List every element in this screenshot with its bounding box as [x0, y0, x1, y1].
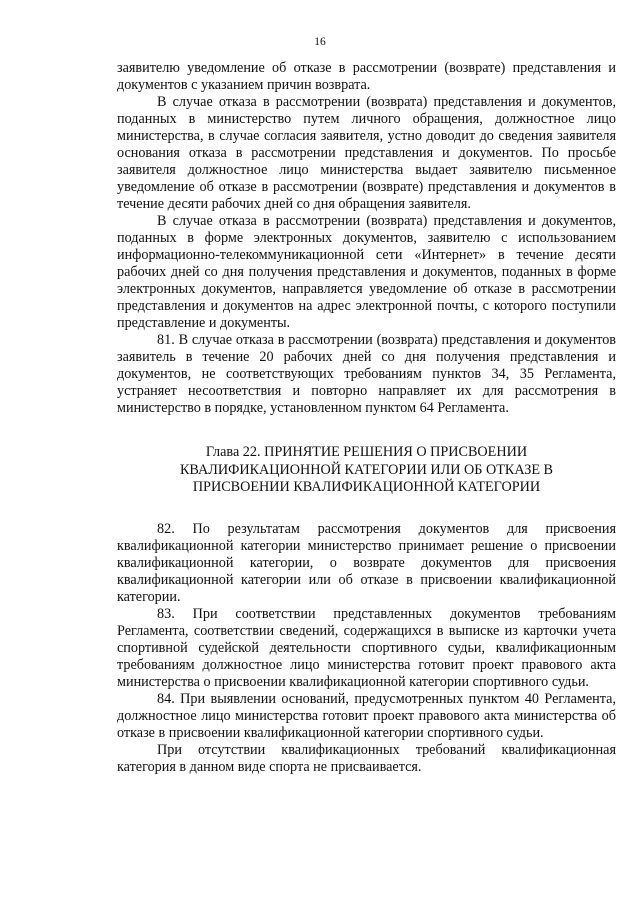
chapter-heading-line-2: КВАЛИФИКАЦИОННОЙ КАТЕГОРИИ ИЛИ ОБ ОТКАЗЕ В: [179, 461, 554, 478]
chapter-heading-line-3: ПРИСВОЕНИИ КВАЛИФИКАЦИОННОЙ КАТЕГОРИИ: [192, 479, 541, 495]
paragraph-no-requirements: При отсутствии квалификационных требований квалификационная категория в данном виде спорта не присваивается.: [117, 741, 616, 775]
chapter-heading: [117, 444, 616, 497]
document-body: [117, 60, 616, 776]
paragraph-81: 81. В случае отказа в рассмотрении (возврата) представления и документов заявитель в течение 20 рабочих дней со дня получения представления и документов, не соответствующих требованиям пунктов 34, 35 Регламента, устраняет несоответствия и повторно направляет их для рассмотрения в министерство в порядке, установленном пунктом 64 Регламента.: [117, 332, 616, 416]
page-number: 16: [314, 36, 326, 48]
paragraph-continuation: заявителю уведомление об отказе в рассмотрении (возврате) представления и документов с указанием причин возврата.: [117, 60, 616, 93]
paragraph-83: 83. При соответствии представленных документов требованиям Регламента, соответствии сведений, содержащихся в выписке из карточки учета спортивной судейской деятельности спортивного судьи, квалификационным требованиям должностное лицо министерства готовит проект правового акта министерства о присвоении квалификационной категории спортивного судьи.: [117, 605, 616, 690]
paragraph-electronic-refusal: В случае отказа в рассмотрении (возврата) представления и документов, поданных в форме электронных документов, заявителю с использованием информационно-телекоммуникационной сети «Интернет» в течение десяти рабочих дней со дня получения представления и документов, поданных в форме электронных документов, направляется уведомление об отказе в рассмотрении представления и документов на адрес электронной почты, с которого поступили представление и документы.: [117, 213, 616, 331]
chapter-heading-line-1: Глава 22. ПРИНЯТИЕ РЕШЕНИЯ О ПРИСВОЕНИИ: [205, 444, 528, 460]
paragraph-personal-refusal: В случае отказа в рассмотрении (возврата) представления и документов, поданных в министерство путем личного обращения, должностное лицо министерства, в случае согласия заявителя, устно доводит до сведения заявителя основания отказа в рассмотрении представления и документов. По просьбе заявителя должностное лицо министерства выдает заявителю письменное уведомление об отказе в рассмотрении (возврате) представления и документов в течение десяти рабочих дней со дня обращения заявителя.: [117, 94, 616, 212]
paragraph-84: 84. При выявлении оснований, предусмотренных пунктом 40 Регламента, должностное лицо министерства готовит проект правового акта министерства об отказе в присвоении квалификационной категории спортивного судьи.: [117, 690, 616, 741]
paragraph-82: 82. По результатам рассмотрения документов для присвоения квалификационной категории министерство принимает решение о присвоении квалификационной категории, о возврате документов для присвоения квалификационной категории или об отказе в присвоении квалификационной категории.: [117, 520, 616, 605]
